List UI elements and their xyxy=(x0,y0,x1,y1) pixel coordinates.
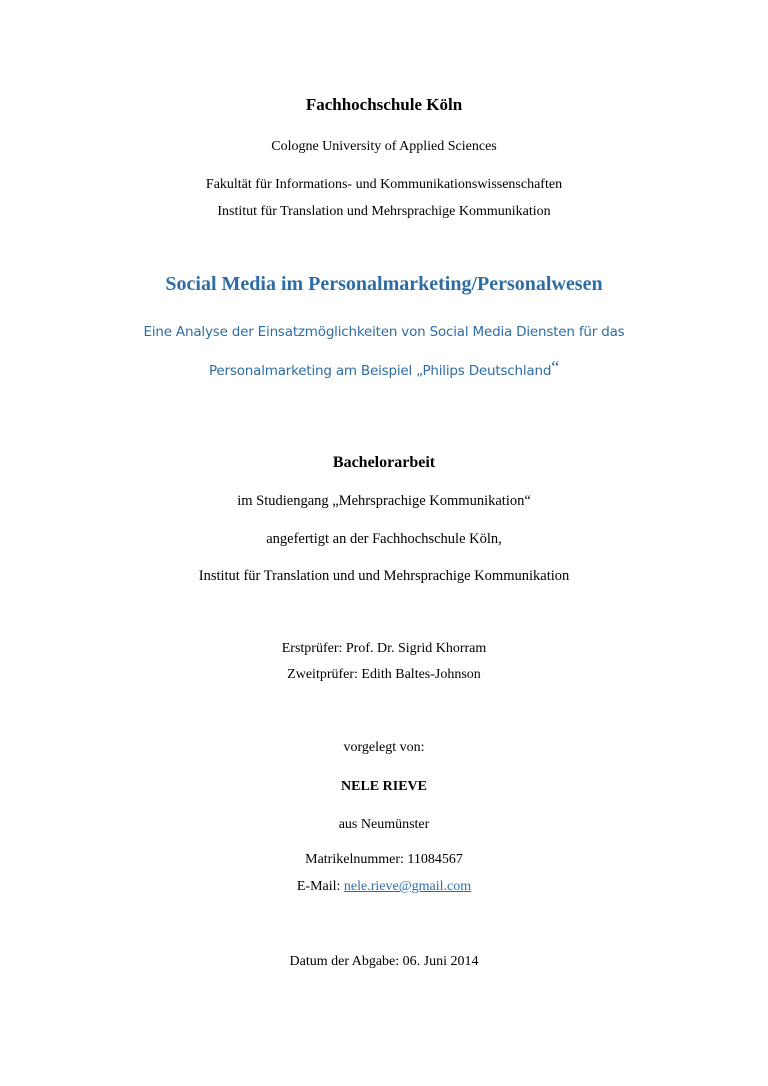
first-examiner: Erstprüfer: Prof. Dr. Sigrid Khorram xyxy=(281,641,487,656)
thesis-type: Bachelorarbeit xyxy=(332,454,436,471)
thesis-subtitle-line-1: Eine Analyse der Einsatzmöglichkeiten von Social Media Diensten für das xyxy=(143,324,625,340)
thesis-subtitle-closing-quote: “ xyxy=(551,357,560,377)
matriculation-number: Matrikelnummer: 11084567 xyxy=(305,852,463,867)
second-examiner: Zweitprüfer: Edith Baltes-Johnson xyxy=(287,667,481,682)
prepared-at: angefertigt an der Fachhochschule Köln, xyxy=(266,531,502,547)
email-line xyxy=(0,880,768,894)
thesis-subtitle-line-2 xyxy=(0,358,768,379)
submitted-by-label: vorgelegt von: xyxy=(343,740,425,755)
thesis-main-title: Social Media im Personalmarketing/Personalwesen xyxy=(165,273,603,295)
faculty-name: Fakultät für Informations- und Kommunikationswissenschaften xyxy=(205,177,563,192)
author-name: NELE RIEVE xyxy=(341,779,427,794)
author-origin: aus Neumünster xyxy=(338,817,430,832)
email-link[interactable]: nele.rieve@gmail.com xyxy=(343,879,472,894)
submission-date: Datum der Abgabe: 06. Juni 2014 xyxy=(289,954,479,969)
study-program: im Studiengang „Mehrsprachige Kommunikation“ xyxy=(237,493,531,509)
institute-name: Institut für Translation und Mehrsprachige Kommunikation xyxy=(217,204,551,219)
email-label: E-Mail: xyxy=(296,879,341,894)
university-name-english: Cologne University of Applied Sciences xyxy=(271,139,497,154)
thesis-institute: Institut für Translation und und Mehrsprachige Kommunikation xyxy=(198,568,570,584)
university-name: Fachhochschule Köln xyxy=(305,95,463,114)
thesis-subtitle-text: Personalmarketing am Beispiel „Philips Deutschland xyxy=(208,363,552,379)
